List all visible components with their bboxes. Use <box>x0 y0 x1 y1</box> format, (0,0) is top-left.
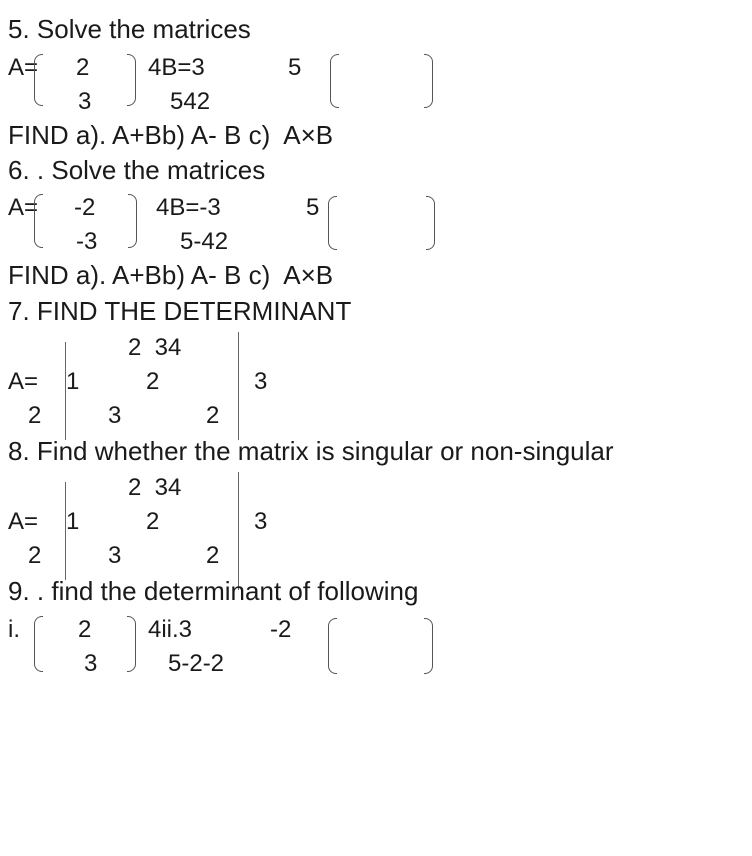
q5-right-bracket <box>127 54 136 106</box>
q6-b-bottom: 5-42 <box>180 228 229 255</box>
q8-c2: 2 <box>146 508 160 535</box>
q5-c-top: 5 <box>288 54 302 81</box>
q9-empty-right-bracket <box>424 618 433 674</box>
q9-a-bottom: 3 <box>84 650 98 677</box>
q7-d3: 2 <box>206 402 220 429</box>
q7-c1: 1 <box>66 368 80 395</box>
q6-find: FIND a). A+Bb) A- B c) A×B <box>8 260 334 290</box>
q9-b-top: 4ii.3 <box>148 616 193 643</box>
q7-row0: 2 34 <box>128 334 182 361</box>
q6-matrix-a-label: A= <box>8 194 39 221</box>
q5-matrix-a-label: A= <box>8 54 39 81</box>
q8-d2: 3 <box>108 542 122 569</box>
q7-title: 7. FIND THE DETERMINANT <box>8 296 352 326</box>
q9-empty-left-bracket <box>328 618 337 674</box>
q5-find: FIND a). A+Bb) A- B c) A×B <box>8 120 334 150</box>
q9-left-bracket <box>34 616 43 672</box>
q8-c3: 3 <box>254 508 268 535</box>
q9-c-top: -2 <box>270 616 292 643</box>
q5-empty-right-bracket <box>424 54 433 108</box>
q5-empty-left-bracket <box>330 54 339 108</box>
q8-right-determinant-bar <box>238 472 239 590</box>
q7-right-determinant-bar <box>238 332 239 440</box>
q8-c1: 1 <box>66 508 80 535</box>
q5-b-bottom: 542 <box>170 88 211 115</box>
q5-a-top: 2 <box>76 54 90 81</box>
q6-left-bracket <box>34 194 43 248</box>
q9-a-top: 2 <box>78 616 92 643</box>
q5-a-bottom: 3 <box>78 88 92 115</box>
q9-b-bottom: 5-2-2 <box>168 650 225 677</box>
q8-title: 8. Find whether the matrix is singular or non-singular <box>8 436 614 466</box>
q5-left-bracket <box>34 54 43 106</box>
q8-matrix-a-label: A= <box>8 508 39 535</box>
q6-a-top: -2 <box>74 194 96 221</box>
q6-empty-left-bracket <box>328 196 337 250</box>
q6-right-bracket <box>128 194 137 248</box>
q5-b-top: 4B=3 <box>148 54 205 81</box>
q6-a-bottom: -3 <box>76 228 98 255</box>
q6-b-top: 4B=-3 <box>156 194 221 221</box>
q6-empty-right-bracket <box>426 196 435 250</box>
q8-d1: 2 <box>28 542 42 569</box>
q8-row0: 2 34 <box>128 474 182 501</box>
q9-title: 9. . find the determinant of following <box>8 576 419 606</box>
q8-d3: 2 <box>206 542 220 569</box>
q9-right-bracket <box>127 616 136 672</box>
q6-c-top: 5 <box>306 194 320 221</box>
q7-d2: 3 <box>108 402 122 429</box>
q7-matrix-a-label: A= <box>8 368 39 395</box>
q6-title: 6. . Solve the matrices <box>8 155 266 185</box>
q7-c3: 3 <box>254 368 268 395</box>
q9-i-label: i. <box>8 616 20 643</box>
q7-d1: 2 <box>28 402 42 429</box>
q5-title: 5. Solve the matrices <box>8 14 251 44</box>
q7-c2: 2 <box>146 368 160 395</box>
